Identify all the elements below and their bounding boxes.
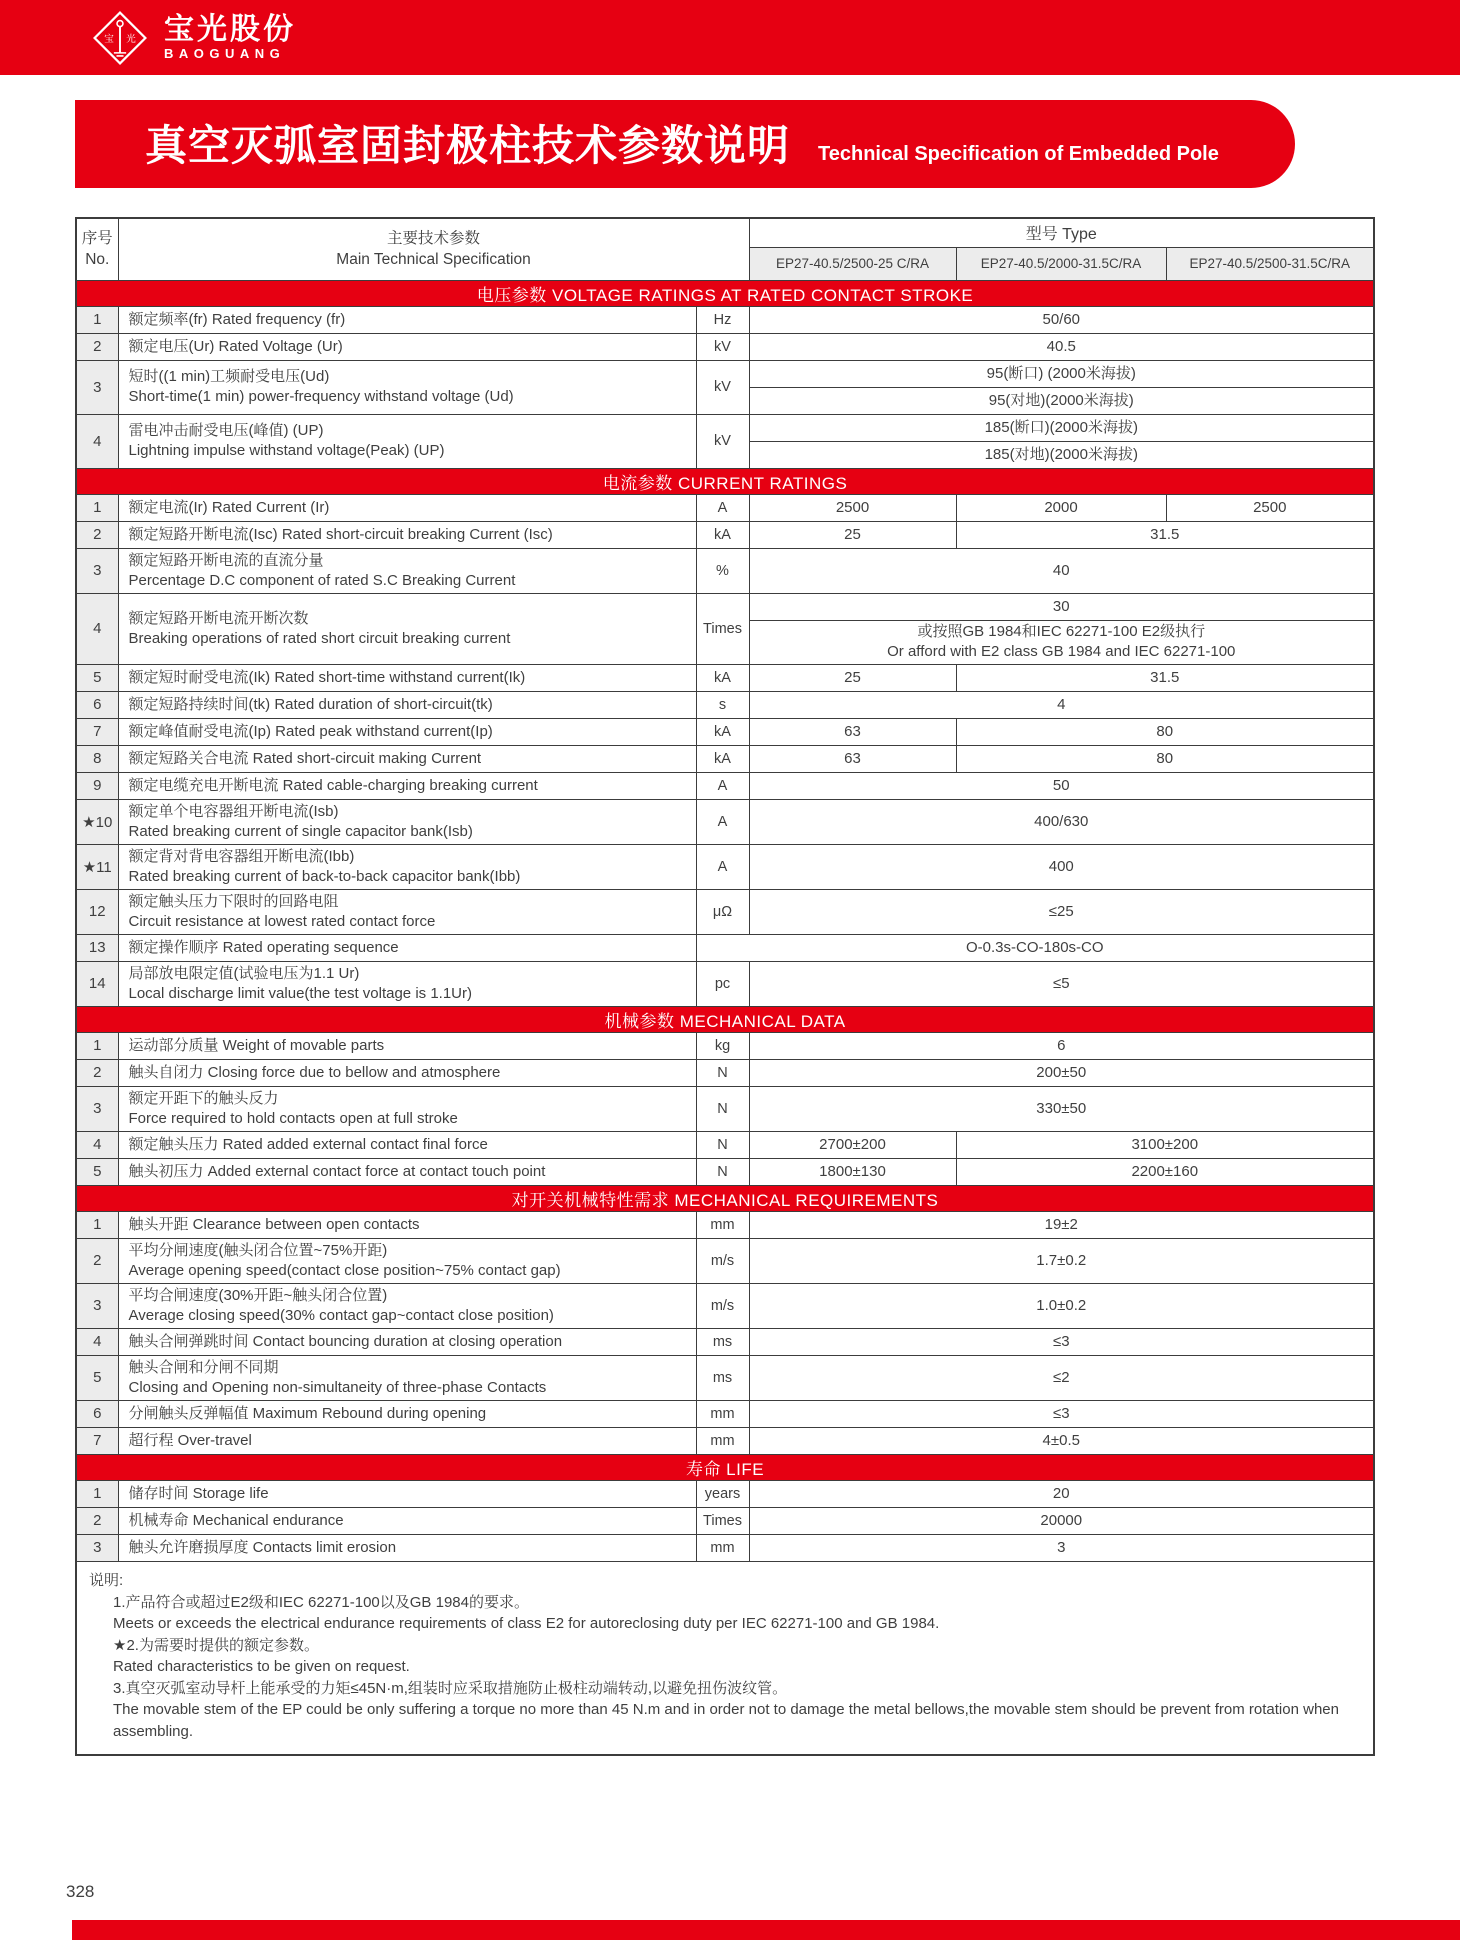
- param-name-cell: [118, 1480, 696, 1507]
- table-row: [76, 1328, 1374, 1355]
- section-title: 机械参数 MECHANICAL DATA: [76, 1006, 1374, 1032]
- cell-line: 额定频率(fr) Rated frequency (fr): [128, 310, 346, 328]
- cell-line: 触头允许磨损厚度 Contacts limit erosion: [128, 1538, 397, 1556]
- param-name-cell: [118, 1328, 696, 1355]
- cell-line: Rated breaking current of back-to-back capacitor bank(Ibb): [128, 867, 521, 885]
- value-cell: ≤5: [749, 961, 1374, 1006]
- value-cell: 2500: [749, 494, 956, 521]
- row-no-cell: 6: [76, 691, 118, 718]
- row-no-cell: 2: [76, 1238, 118, 1283]
- cell-line: Short-time(1 min) power-frequency withstand voltage (Ud): [128, 388, 514, 405]
- row-no-cell: 1: [76, 306, 118, 333]
- header-type-label: 型号 Type: [749, 218, 1374, 247]
- unit-cell: m/s: [696, 1283, 749, 1328]
- brand-name-cn: 宝光股份: [164, 12, 296, 46]
- unit-cell: N: [696, 1059, 749, 1086]
- unit-cell: mm: [696, 1400, 749, 1427]
- param-name-cell: [118, 961, 696, 1006]
- cell-line: 额定触头压力 Rated added external contact final force: [128, 1135, 488, 1153]
- header-spec-cell: [118, 218, 749, 280]
- value-cell: 400/630: [749, 799, 1374, 844]
- row-no-cell: 1: [76, 1211, 118, 1238]
- param-name-cell: [118, 664, 696, 691]
- row-no-cell: 13: [76, 934, 118, 961]
- page-number: 328: [66, 1882, 95, 1901]
- notes-row: [76, 1561, 1374, 1755]
- note-line: The movable stem of the EP could be only suffering a torque no more than 45 N.m and in order not to damage the metal bellows,the movable stem should be prevent from rotation when assembling.: [113, 1701, 1339, 1740]
- cell-line: 额定触头压力下限时的回路电阻: [128, 892, 339, 910]
- spec-table: [75, 217, 1375, 1756]
- param-name-cell: [118, 799, 696, 844]
- cell-line: Average closing speed(30% contact gap~contact close position): [128, 1306, 554, 1324]
- unit-cell: kV: [696, 333, 749, 360]
- unit-cell: A: [696, 772, 749, 799]
- unit-cell: ms: [696, 1328, 749, 1355]
- value-cell: ≤3: [749, 1400, 1374, 1427]
- value-cell: 31.5: [956, 521, 1374, 548]
- row-no-cell: 1: [76, 494, 118, 521]
- value-subrow: [749, 387, 1374, 414]
- note-line: 3.真空灭弧室动导杆上能承受的力矩≤45N·m,组装时应采取措施防止极柱动端转动,以避免扭伤波纹管。: [113, 1679, 788, 1697]
- param-name-cell: [118, 1131, 696, 1158]
- value-cell: 2000: [956, 494, 1166, 521]
- cell-line: Percentage D.C component of rated S.C Breaking Current: [128, 571, 516, 589]
- table-row: [76, 799, 1374, 844]
- row-no-cell: 2: [76, 1507, 118, 1534]
- cell-line: 超行程 Over-travel: [128, 1431, 252, 1449]
- section-row-2: [76, 468, 1374, 494]
- cell-line: 触头开距 Clearance between open contacts: [128, 1215, 420, 1233]
- unit-cell: kA: [696, 745, 749, 772]
- cell-line: 额定短路关合电流 Rated short-circuit making Current: [128, 749, 482, 767]
- cell-line: 分闸触头反弹幅值 Maximum Rebound during opening: [128, 1404, 487, 1422]
- note-line: Meets or exceeds the electrical endurance requirements of class E2 for autoreclosing duty per IEC 62271-100 and GB 1984.: [113, 1615, 940, 1632]
- cell-line: 平均分闸速度(触头闭合位置~75%开距): [128, 1241, 388, 1259]
- cell-line: 触头合闸弹跳时间 Contact bouncing duration at closing operation: [128, 1332, 563, 1350]
- section-title: 对开关机械特性需求 MECHANICAL REQUIREMENTS: [76, 1185, 1374, 1211]
- unit-cell: N: [696, 1086, 749, 1131]
- unit-cell: A: [696, 799, 749, 844]
- param-name-cell: [118, 844, 696, 889]
- param-name-cell: [118, 772, 696, 799]
- table-row: [76, 745, 1374, 772]
- param-name-cell: [118, 360, 696, 414]
- value-cell: 80: [956, 745, 1374, 772]
- section-row-3: [76, 1006, 1374, 1032]
- value-cell: 19±2: [749, 1211, 1374, 1238]
- param-name-cell: [118, 593, 696, 664]
- table-row: [76, 593, 1374, 620]
- row-no-cell: 9: [76, 772, 118, 799]
- param-name-cell: [118, 1032, 696, 1059]
- cell-line: 30: [1052, 597, 1070, 615]
- table-row: [76, 414, 1374, 441]
- value-cell: 63: [749, 745, 956, 772]
- table-row: [76, 1480, 1374, 1507]
- baoguang-logo-icon: [92, 10, 148, 66]
- unit-cell: m/s: [696, 1238, 749, 1283]
- row-no-cell: 4: [76, 414, 118, 468]
- cell-line: 95(断口) (2000米海拔): [986, 364, 1136, 382]
- value-cell: 40: [749, 548, 1374, 593]
- value-subrow: [749, 360, 1374, 387]
- value-cell: 1.0±0.2: [749, 1283, 1374, 1328]
- header-model-2: EP27-40.5/2000-31.5C/RA: [956, 247, 1166, 280]
- note-line: Rated characteristics to be given on request.: [113, 1658, 410, 1675]
- row-no-cell: ★11: [76, 844, 118, 889]
- header-no-en: No.: [85, 251, 110, 269]
- param-name-cell: [118, 1059, 696, 1086]
- table-row: [76, 889, 1374, 934]
- header-no-cell: [76, 218, 118, 280]
- value-cell: 1.7±0.2: [749, 1238, 1374, 1283]
- page-title-bar: [75, 100, 1295, 188]
- cell-line: 额定短路开断电流的直流分量: [128, 551, 324, 569]
- header-spec-cn: 主要技术参数: [386, 230, 480, 248]
- table-row: [76, 718, 1374, 745]
- value-subrow: [749, 414, 1374, 441]
- section-title: 电流参数 CURRENT RATINGS: [76, 468, 1374, 494]
- cell-line: 额定操作顺序 Rated operating sequence: [128, 938, 399, 956]
- param-name-cell: [118, 889, 696, 934]
- row-no-cell: 7: [76, 718, 118, 745]
- svg-text:宝: 宝: [104, 33, 114, 45]
- section-title: 电压参数 VOLTAGE RATINGS AT RATED CONTACT STROKE: [76, 280, 1374, 306]
- unit-cell: years: [696, 1480, 749, 1507]
- cell-line: Or afford with E2 class GB 1984 and IEC 62271-100: [887, 643, 1236, 660]
- param-name-cell: [118, 691, 696, 718]
- value-cell: 1800±130: [749, 1158, 956, 1185]
- value-cell: 40.5: [749, 333, 1374, 360]
- table-row: [76, 664, 1374, 691]
- row-no-cell: 1: [76, 1032, 118, 1059]
- row-no-cell: 6: [76, 1400, 118, 1427]
- cell-line: 触头合闸和分闸不同期: [128, 1358, 279, 1376]
- param-name-cell: [118, 1158, 696, 1185]
- value-cell: 25: [749, 521, 956, 548]
- page-title-cn: 真空灭弧室固封极柱技术参数说明: [145, 122, 791, 169]
- row-no-cell: 3: [76, 1086, 118, 1131]
- cell-line: 95(对地)(2000米海拔): [988, 391, 1134, 409]
- cell-line: 额定峰值耐受电流(Ip) Rated peak withstand current(Ip): [128, 722, 493, 740]
- table-row: [76, 306, 1374, 333]
- param-name-cell: [118, 1283, 696, 1328]
- header-no-cn: 序号: [81, 230, 113, 248]
- row-no-cell: 14: [76, 961, 118, 1006]
- table-row: [76, 1211, 1374, 1238]
- table-row: [76, 1086, 1374, 1131]
- unit-cell: Hz: [696, 306, 749, 333]
- table-row: [76, 691, 1374, 718]
- table-row: [76, 961, 1374, 1006]
- section-row-1: [76, 280, 1374, 306]
- param-name-cell: [118, 1211, 696, 1238]
- value-cell: 6: [749, 1032, 1374, 1059]
- table-row: [76, 333, 1374, 360]
- table-row: [76, 1507, 1374, 1534]
- value-cell: 400: [749, 844, 1374, 889]
- value-cell: 20000: [749, 1507, 1374, 1534]
- unit-cell: A: [696, 844, 749, 889]
- param-name-cell: [118, 306, 696, 333]
- cell-line: 雷电冲击耐受电压(峰值) (UP): [128, 422, 324, 439]
- cell-line: 额定开距下的触头反力: [128, 1089, 279, 1107]
- table-row: [76, 934, 1374, 961]
- notes-cell: [76, 1561, 1374, 1755]
- row-no-cell: 8: [76, 745, 118, 772]
- row-no-cell: ★10: [76, 799, 118, 844]
- row-no-cell: 3: [76, 360, 118, 414]
- value-cell: 3: [749, 1534, 1374, 1561]
- cell-line: 额定短时耐受电流(Ik) Rated short-time withstand current(Ik): [128, 668, 526, 686]
- cell-line: 额定短路开断电流(Isc) Rated short-circuit breaking Current (Isc): [128, 525, 553, 543]
- param-name-cell: [118, 548, 696, 593]
- row-no-cell: 5: [76, 1355, 118, 1400]
- row-no-cell: 4: [76, 593, 118, 664]
- unit-cell: μΩ: [696, 889, 749, 934]
- svg-text:光: 光: [126, 33, 136, 45]
- section-row-4: [76, 1185, 1374, 1211]
- param-name-cell: [118, 1238, 696, 1283]
- cell-line: Local discharge limit value(the test voltage is 1.1Ur): [128, 984, 472, 1002]
- table-row: [76, 494, 1374, 521]
- table-row: [76, 1158, 1374, 1185]
- cell-line: 局部放电限定值(试验电压为1.1 Ur): [128, 964, 360, 982]
- cell-line: 额定背对背电容器组开断电流(Ibb): [128, 847, 355, 865]
- row-no-cell: 4: [76, 1328, 118, 1355]
- value-cell: 50/60: [749, 306, 1374, 333]
- table-row: [76, 844, 1374, 889]
- unit-cell: kg: [696, 1032, 749, 1059]
- section-row-5: [76, 1454, 1374, 1480]
- value-subrow: [749, 620, 1374, 664]
- unit-cell: %: [696, 548, 749, 593]
- table-row: [76, 1427, 1374, 1454]
- cell-line: 额定短路持续时间(tk) Rated duration of short-circuit(tk): [128, 695, 493, 713]
- unit-cell: N: [696, 1131, 749, 1158]
- value-cell: 25: [749, 664, 956, 691]
- value-cell: ≤25: [749, 889, 1374, 934]
- unit-cell: kA: [696, 718, 749, 745]
- cell-line: Closing and Opening non-simultaneity of three-phase Contacts: [128, 1378, 547, 1396]
- value-cell: 2500: [1166, 494, 1374, 521]
- table-row: [76, 1283, 1374, 1328]
- cell-line: Breaking operations of rated short circuit breaking current: [128, 629, 511, 647]
- notes-title: 说明:: [89, 1571, 124, 1589]
- value-cell: ≤3: [749, 1328, 1374, 1355]
- param-name-cell: [118, 521, 696, 548]
- cell-line: 储存时间 Storage life: [128, 1484, 269, 1502]
- unit-cell: kA: [696, 521, 749, 548]
- cell-line: Force required to hold contacts open at full stroke: [128, 1109, 458, 1127]
- table-row: [76, 772, 1374, 799]
- row-no-cell: 7: [76, 1427, 118, 1454]
- cell-line: 额定电缆充电开断电流 Rated cable-charging breaking current: [128, 776, 538, 794]
- row-no-cell: 3: [76, 1283, 118, 1328]
- value-cell: 50: [749, 772, 1374, 799]
- param-name-cell: [118, 1355, 696, 1400]
- value-cell: 4±0.5: [749, 1427, 1374, 1454]
- unit-cell: kA: [696, 664, 749, 691]
- value-cell: ≤2: [749, 1355, 1374, 1400]
- param-name-cell: [118, 934, 696, 961]
- cell-line: Average opening speed(contact close position~75% contact gap): [128, 1261, 561, 1279]
- row-no-cell: 2: [76, 1059, 118, 1086]
- table-row: [76, 1032, 1374, 1059]
- value-subrow: [749, 593, 1374, 620]
- cell-line: 额定短路开断电流开断次数: [128, 609, 309, 627]
- param-name-cell: [118, 1086, 696, 1131]
- unit-cell: mm: [696, 1211, 749, 1238]
- value-subrow: [749, 441, 1374, 468]
- unit-cell: ms: [696, 1355, 749, 1400]
- param-name-cell: [118, 1534, 696, 1561]
- table-row: [76, 1238, 1374, 1283]
- param-name-cell: [118, 745, 696, 772]
- table-row: [76, 1355, 1374, 1400]
- unit-cell: N: [696, 1158, 749, 1185]
- header-model-1: EP27-40.5/2500-25 C/RA: [749, 247, 956, 280]
- unit-cell: pc: [696, 961, 749, 1006]
- table-row: [76, 1131, 1374, 1158]
- table-row: [76, 1059, 1374, 1086]
- param-name-cell: [118, 1507, 696, 1534]
- table-row: [76, 1400, 1374, 1427]
- row-no-cell: 3: [76, 548, 118, 593]
- footer-accent-bar: [72, 1920, 1460, 1940]
- row-no-cell: 3: [76, 1534, 118, 1561]
- cell-line: Lightning impulse withstand voltage(Peak) (UP): [128, 442, 445, 459]
- cell-line: 或按照GB 1984和IEC 62271-100 E2级执行: [917, 623, 1206, 640]
- table-row: [76, 360, 1374, 387]
- cell-line: 185(对地)(2000米海拔): [984, 445, 1138, 463]
- row-no-cell: 5: [76, 664, 118, 691]
- value-cell: 3100±200: [956, 1131, 1374, 1158]
- brand-name-en: BAOGUANG: [164, 45, 286, 61]
- cell-line: 额定单个电容器组开断电流(Isb): [128, 802, 339, 820]
- unit-cell: kV: [696, 414, 749, 468]
- row-no-cell: 2: [76, 333, 118, 360]
- brand-banner: [0, 0, 1460, 75]
- brand-text: [164, 14, 296, 62]
- table-row: [76, 521, 1374, 548]
- page-title-en: Technical Specification of Embedded Pole: [818, 143, 1219, 165]
- row-no-cell: 5: [76, 1158, 118, 1185]
- table-header-row: [76, 218, 1374, 247]
- row-no-cell: 2: [76, 521, 118, 548]
- param-name-cell: [118, 1400, 696, 1427]
- unit-cell: s: [696, 691, 749, 718]
- param-name-cell: [118, 414, 696, 468]
- cell-line: Circuit resistance at lowest rated contact force: [128, 912, 436, 930]
- cell-line: 额定电压(Ur) Rated Voltage (Ur): [128, 337, 343, 355]
- unit-cell: mm: [696, 1427, 749, 1454]
- cell-line: 平均合闸速度(30%开距~触头闭合位置): [128, 1286, 388, 1304]
- header-spec-en: Main Technical Specification: [336, 251, 531, 269]
- value-cell: O-0.3s-CO-180s-CO: [696, 934, 1374, 961]
- value-cell: 2200±160: [956, 1158, 1374, 1185]
- param-name-cell: [118, 1427, 696, 1454]
- table-row: [76, 1534, 1374, 1561]
- unit-cell: Times: [696, 593, 749, 664]
- value-cell: 31.5: [956, 664, 1374, 691]
- param-name-cell: [118, 333, 696, 360]
- value-cell: 4: [749, 691, 1374, 718]
- cell-line: Rated breaking current of single capacitor bank(Isb): [128, 822, 473, 840]
- value-cell: 2700±200: [749, 1131, 956, 1158]
- row-no-cell: 1: [76, 1480, 118, 1507]
- cell-line: 短时((1 min)工频耐受电压(Ud): [128, 368, 330, 385]
- note-line: 1.产品符合或超过E2级和IEC 62271-100以及GB 1984的要求。: [113, 1593, 529, 1611]
- table-row: [76, 548, 1374, 593]
- value-cell: 63: [749, 718, 956, 745]
- note-line: ★2.为需要时提供的额定参数。: [113, 1636, 319, 1654]
- param-name-cell: [118, 494, 696, 521]
- header-model-3: EP27-40.5/2500-31.5C/RA: [1166, 247, 1374, 280]
- unit-cell: kV: [696, 360, 749, 414]
- cell-line: 机械寿命 Mechanical endurance: [128, 1511, 344, 1529]
- value-cell: 80: [956, 718, 1374, 745]
- value-cell: 330±50: [749, 1086, 1374, 1131]
- cell-line: 运动部分质量 Weight of movable parts: [128, 1036, 385, 1054]
- row-no-cell: 12: [76, 889, 118, 934]
- cell-line: 触头自闭力 Closing force due to bellow and atmosphere: [128, 1063, 501, 1081]
- section-title: 寿命 LIFE: [76, 1454, 1374, 1480]
- unit-cell: A: [696, 494, 749, 521]
- unit-cell: mm: [696, 1534, 749, 1561]
- cell-line: 触头初压力 Added external contact force at contact touch point: [128, 1162, 546, 1180]
- cell-line: 额定电流(Ir) Rated Current (Ir): [128, 498, 330, 516]
- unit-cell: Times: [696, 1507, 749, 1534]
- value-cell: 20: [749, 1480, 1374, 1507]
- value-cell: 200±50: [749, 1059, 1374, 1086]
- cell-line: 185(断口)(2000米海拔): [984, 418, 1138, 436]
- param-name-cell: [118, 718, 696, 745]
- row-no-cell: 4: [76, 1131, 118, 1158]
